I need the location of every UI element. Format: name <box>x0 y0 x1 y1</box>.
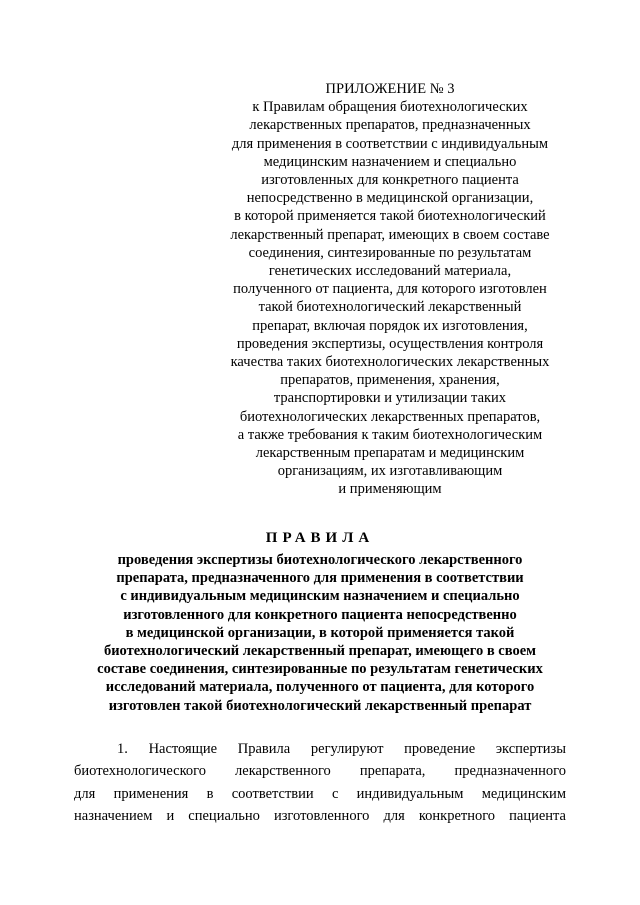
subtitle-line: препарата, предназначенного для применения в соответствии <box>116 570 524 587</box>
annex-line: проведения экспертизы, осуществления контроля <box>236 335 544 352</box>
annex-line: организациям, их изготавливающим <box>277 463 503 480</box>
annex-line: препаратов, применения, хранения, <box>280 372 500 389</box>
paragraph-1 <box>74 738 566 827</box>
annex-line: лекарственным препаратам и медицинским <box>255 445 525 462</box>
annex-line: генетических исследований материала, <box>268 263 512 280</box>
annex-line: полученного от пациента, для которого изготовлен <box>233 281 547 298</box>
annex-line: непосредственно в медицинской организации, <box>246 190 534 207</box>
annex-line: препарат, включая порядок их изготовления, <box>252 317 528 334</box>
subtitle-line: биотехнологический лекарственный препарат, имеющего в своем <box>103 643 537 660</box>
paragraph-line: биотехнологического лекарственного препарата, предназначенного <box>74 763 566 780</box>
annex-line: соединения, синтезированные по результатам <box>248 244 532 261</box>
annex-line: лекарственных препаратов, предназначенных <box>249 117 531 134</box>
subtitle-line: проведения экспертизы биотехнологического лекарственного <box>117 552 523 568</box>
annex-line: ПРИЛОЖЕНИЕ № 3 <box>325 81 455 97</box>
annex-line: биотехнологических лекарственных препаратов, <box>239 408 541 425</box>
subtitle-line: в медицинской организации, в которой применяется такой <box>125 624 515 641</box>
paragraph-line: для применения в соответствии с индивидуальным медицинским <box>74 785 566 802</box>
subtitle-line: исследований материала, полученного от пациента, для которого <box>105 679 535 696</box>
annex-line: такой биотехнологический лекарственный <box>258 299 522 316</box>
annex-line: изготовленных для конкретного пациента <box>261 172 519 189</box>
annex-line: для применения в соответствии с индивидуальным <box>231 135 549 152</box>
subtitle-line: изготовлен такой биотехнологический лекарственный препарат <box>108 697 532 714</box>
annex-line: медицинским назначением и специально <box>263 153 517 170</box>
paragraph-line: 1. Настоящие Правила регулируют проведение экспертизы <box>117 741 566 757</box>
annex-header <box>220 80 560 499</box>
rules-title: ПРАВИЛА <box>265 530 375 546</box>
subtitle-line: составе соединения, синтезированные по результатам генетических <box>97 661 543 678</box>
annex-line: а также требования к таким биотехнологическим <box>237 426 543 443</box>
annex-line: и применяющим <box>338 481 442 498</box>
annex-line: качества таких биотехнологических лекарственных <box>230 354 550 371</box>
subtitle-line: с индивидуальным медицинским назначением и специально <box>120 588 520 605</box>
rules-subtitle <box>70 551 570 715</box>
annex-line: в которой применяется такой биотехнологический <box>234 208 546 225</box>
annex-line: к Правилам обращения биотехнологических <box>252 99 528 116</box>
paragraph-line: назначением и специально изготовленного для конкретного пациента <box>74 807 566 824</box>
subtitle-line: изготовленного для конкретного пациента непосредственно <box>123 606 517 623</box>
annex-line: транспортировки и утилизации таких <box>273 390 507 407</box>
annex-line: лекарственный препарат, имеющих в своем составе <box>230 226 550 243</box>
